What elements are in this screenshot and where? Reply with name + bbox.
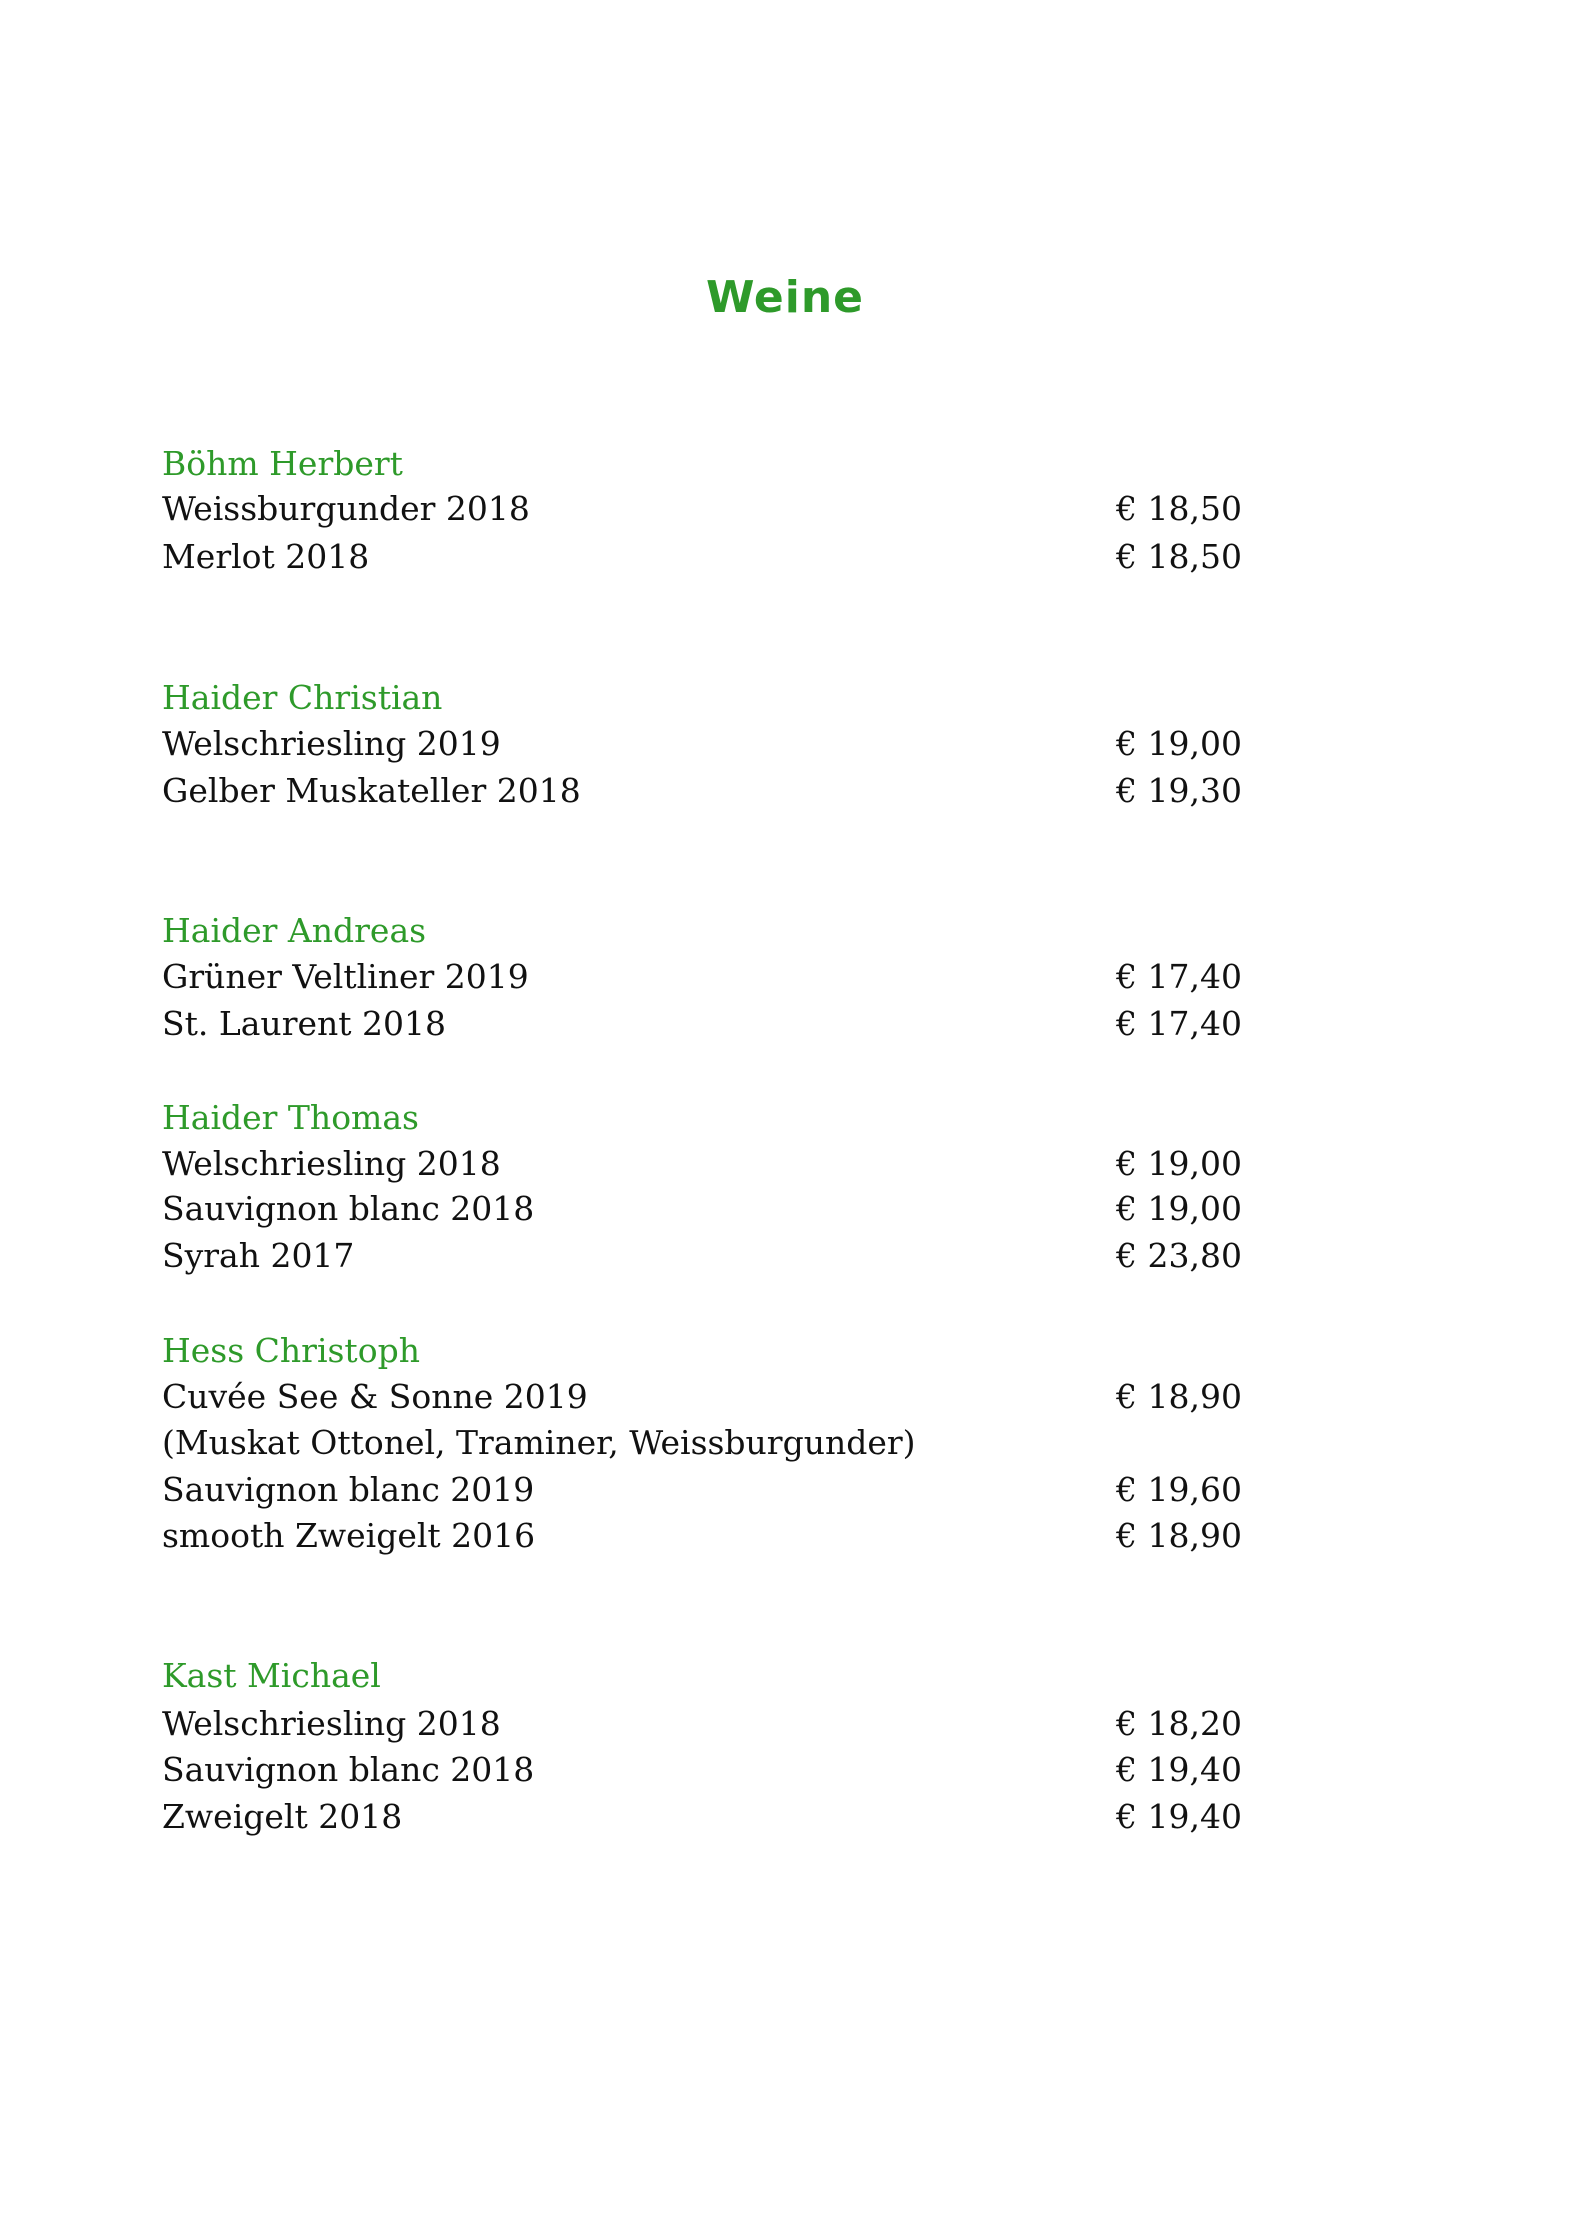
wine-row bbox=[162, 1000, 1242, 1048]
producer-heading bbox=[162, 440, 1232, 488]
producer-heading bbox=[162, 907, 1232, 955]
wine-row bbox=[162, 1232, 1242, 1280]
wine-price: € 19,00 bbox=[1116, 1144, 1242, 1183]
producer-name: Haider Andreas bbox=[162, 911, 427, 950]
producer-heading bbox=[162, 674, 1232, 722]
wine-row bbox=[162, 1512, 1242, 1560]
wine-name: Welschriesling 2019 bbox=[162, 724, 501, 763]
wine-row bbox=[162, 1466, 1242, 1514]
wine-row bbox=[162, 1746, 1242, 1794]
wine-price: € 19,00 bbox=[1116, 1189, 1242, 1228]
wine-row bbox=[162, 1373, 1242, 1421]
wine-price: € 19,60 bbox=[1116, 1470, 1242, 1509]
wine-price: € 19,30 bbox=[1116, 771, 1242, 810]
wine-row bbox=[162, 720, 1242, 768]
wine-name: Grüner Veltliner 2019 bbox=[162, 957, 529, 996]
wine-name: Zweigelt 2018 bbox=[162, 1797, 403, 1836]
producer-heading bbox=[162, 1094, 1232, 1142]
producer-name: Hess Christoph bbox=[162, 1331, 420, 1370]
wine-row bbox=[162, 1185, 1242, 1233]
wine-price: € 18,50 bbox=[1116, 537, 1242, 576]
wine-name: Welschriesling 2018 bbox=[162, 1144, 501, 1183]
wine-name: Cuvée See & Sonne 2019 bbox=[162, 1377, 588, 1416]
wine-price: € 19,40 bbox=[1116, 1797, 1242, 1836]
producer-name: Kast Michael bbox=[162, 1656, 381, 1695]
wine-name: Sauvignon blanc 2018 bbox=[162, 1750, 535, 1789]
producer-name: Böhm Herbert bbox=[162, 444, 403, 483]
wine-row bbox=[162, 1419, 1232, 1467]
producer-heading bbox=[162, 1327, 1232, 1375]
wine-price: € 23,80 bbox=[1116, 1236, 1242, 1275]
producer-heading bbox=[162, 1652, 1232, 1700]
wine-name: smooth Zweigelt 2016 bbox=[162, 1516, 536, 1555]
wine-name: Sauvignon blanc 2019 bbox=[162, 1470, 535, 1509]
wine-row bbox=[162, 1700, 1242, 1748]
wine-name: Weissburgunder 2018 bbox=[162, 489, 530, 528]
wine-name: Welschriesling 2018 bbox=[162, 1704, 501, 1743]
wine-name: Syrah 2017 bbox=[162, 1236, 355, 1275]
wine-row bbox=[162, 767, 1242, 815]
wine-name: Sauvignon blanc 2018 bbox=[162, 1189, 535, 1228]
wine-price: € 19,00 bbox=[1116, 724, 1242, 763]
wine-row bbox=[162, 1140, 1242, 1188]
wine-price: € 17,40 bbox=[1116, 957, 1242, 996]
wine-price: € 18,50 bbox=[1116, 489, 1242, 528]
wine-name: Merlot 2018 bbox=[162, 537, 370, 576]
wine-row bbox=[162, 533, 1242, 581]
wine-note: (Muskat Ottonel, Traminer, Weissburgunder) bbox=[162, 1423, 916, 1462]
producer-name: Haider Thomas bbox=[162, 1098, 419, 1137]
wine-price: € 17,40 bbox=[1116, 1004, 1242, 1043]
producer-name: Haider Christian bbox=[162, 678, 443, 717]
wine-price: € 18,90 bbox=[1116, 1377, 1242, 1416]
wine-row bbox=[162, 953, 1242, 1001]
page-title: Weine bbox=[705, 272, 865, 323]
wine-row bbox=[162, 1793, 1242, 1841]
wine-price: € 18,20 bbox=[1116, 1704, 1242, 1743]
wine-row bbox=[162, 485, 1242, 533]
wine-name: St. Laurent 2018 bbox=[162, 1004, 446, 1043]
wine-price: € 19,40 bbox=[1116, 1750, 1242, 1789]
wine-name: Gelber Muskateller 2018 bbox=[162, 771, 581, 810]
wine-price: € 18,90 bbox=[1116, 1516, 1242, 1555]
